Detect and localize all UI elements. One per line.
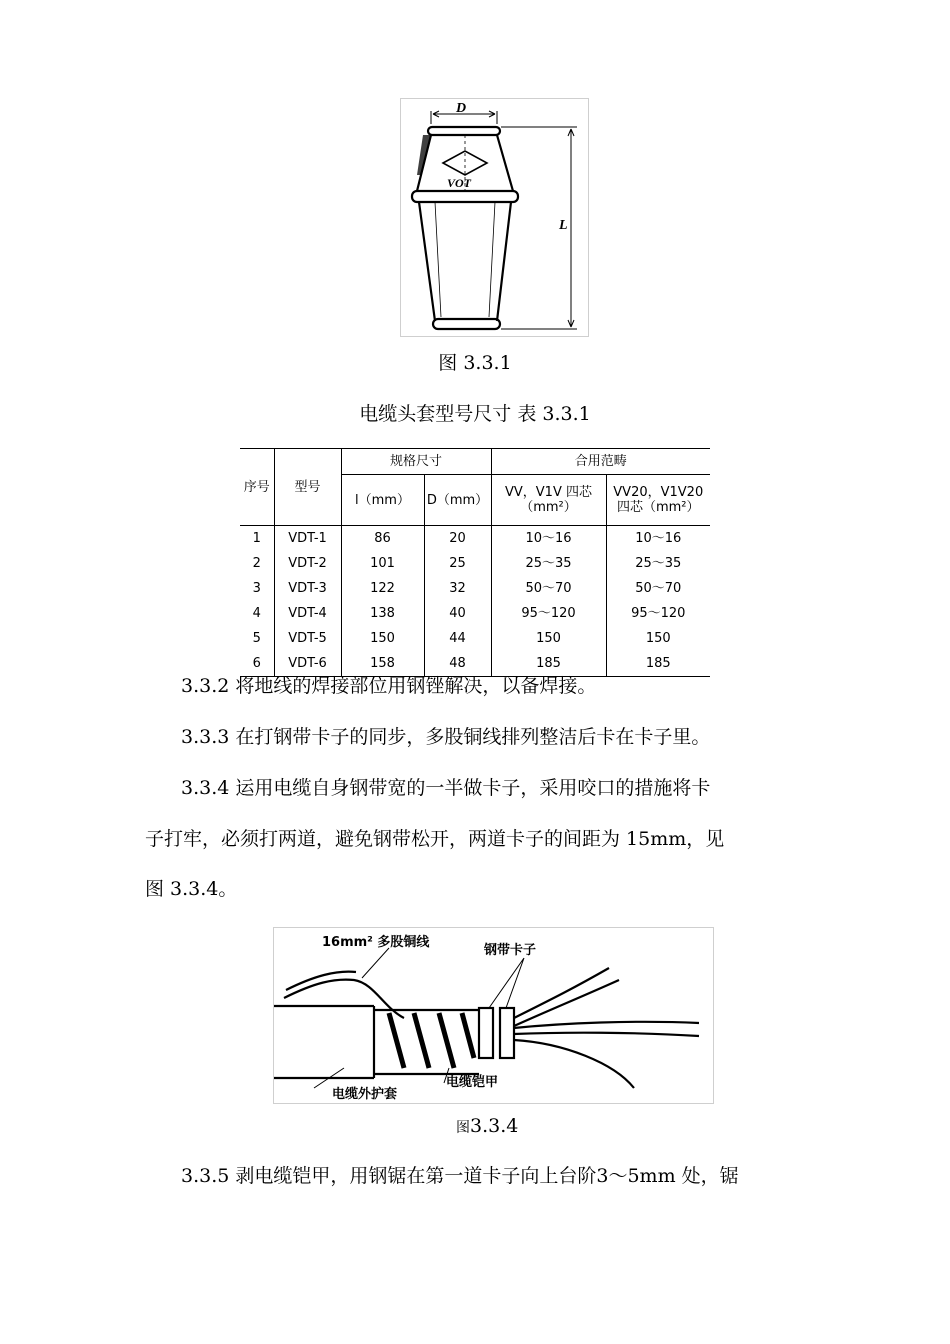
paragraph-3-3-4-line2: 子打牢，必须打两道，避免钢带松开，两道卡子的间距为 15mm，见 bbox=[145, 828, 725, 850]
table-row bbox=[240, 651, 710, 677]
spec-table bbox=[240, 448, 710, 677]
table-row bbox=[240, 576, 710, 601]
brand-label: VOT bbox=[447, 176, 471, 190]
table-cell: VDT-1 bbox=[274, 526, 341, 552]
clamp-label: 钢带卡子 bbox=[484, 943, 537, 958]
table-cell: 101 bbox=[341, 551, 424, 576]
table-cell: 150 bbox=[341, 626, 424, 651]
table-cell: 10～16 bbox=[606, 526, 710, 552]
table-cell: 95～120 bbox=[491, 601, 606, 626]
header-model: 型号 bbox=[274, 449, 341, 526]
table-cell: 40 bbox=[424, 601, 491, 626]
table-cell: 25～35 bbox=[491, 551, 606, 576]
table-cell: 2 bbox=[252, 556, 261, 571]
table-cell: 32 bbox=[424, 576, 491, 601]
table-cell: 50～70 bbox=[606, 576, 710, 601]
header-vv: VV，V1V 四芯（mm²） bbox=[491, 475, 606, 526]
table-cell: 48 bbox=[424, 651, 491, 677]
table-title: 电缆头套型号尺寸 表 3.3.1 bbox=[359, 403, 591, 425]
table-row bbox=[240, 601, 710, 626]
table-cell: 44 bbox=[424, 626, 491, 651]
header-d: D（mm） bbox=[424, 475, 491, 526]
table-cell: VDT-4 bbox=[274, 601, 341, 626]
header-serial: 序号 bbox=[240, 449, 274, 526]
table-cell: 150 bbox=[491, 626, 606, 651]
wire-label: 16mm² 多股铜线 bbox=[322, 935, 430, 950]
table-cell: VDT-6 bbox=[274, 651, 341, 677]
clamp-drawing bbox=[274, 928, 713, 1103]
header-spec: 规格尺寸 bbox=[341, 449, 491, 475]
table-cell: 138 bbox=[341, 601, 424, 626]
table-cell: 122 bbox=[341, 576, 424, 601]
armor-label: 电缆铠甲 bbox=[446, 1075, 499, 1090]
paragraph-3-3-4-line3: 图 3.3.4。 bbox=[145, 878, 238, 900]
table-cell: VDT-5 bbox=[274, 626, 341, 651]
table-cell: 25 bbox=[424, 551, 491, 576]
table-cell: 6 bbox=[240, 651, 274, 677]
table-cell: 86 bbox=[341, 526, 424, 552]
table-row bbox=[240, 526, 710, 552]
table-cell: 158 bbox=[341, 651, 424, 677]
table-row bbox=[240, 626, 710, 651]
dimension-d-label: D bbox=[456, 101, 467, 116]
table-cell: 185 bbox=[606, 651, 710, 677]
table-cell: 10～16 bbox=[491, 526, 606, 552]
paragraph-3-3-3: 3.3.3 在打钢带卡子的同步，多股铜线排列整洁后卡在卡子里。 bbox=[181, 726, 711, 748]
paragraph-3-3-4-line1: 3.3.4 运用电缆自身钢带宽的一半做卡子，采用咬口的措施将卡 bbox=[181, 777, 711, 799]
table-cell: 185 bbox=[491, 651, 606, 677]
table-cell: VDT-2 bbox=[274, 551, 341, 576]
table-cell: 1 bbox=[252, 531, 261, 546]
table-cell: 95～120 bbox=[606, 601, 710, 626]
table-cell: 25～35 bbox=[606, 551, 710, 576]
header-range: 合用范畴 bbox=[491, 449, 710, 475]
table-cell: 50～70 bbox=[491, 576, 606, 601]
table-cell: 5 bbox=[252, 631, 261, 646]
dimension-l-label: L bbox=[559, 218, 568, 233]
sleeve-drawing bbox=[401, 99, 588, 336]
table-cell: 3 bbox=[252, 581, 261, 596]
header-vv20: VV20，V1V20 四芯（mm²） bbox=[606, 475, 710, 526]
figure2-caption bbox=[456, 1115, 518, 1137]
figure2-caption-prefix: 图 bbox=[456, 1120, 470, 1136]
table-row bbox=[240, 551, 710, 576]
figure-cable-clamp bbox=[273, 927, 714, 1104]
header-l: l（mm） bbox=[341, 475, 424, 526]
paragraph-3-3-2: 3.3.2 将地线的焊接部位用钢锉解决，以备焊接。 bbox=[181, 675, 597, 697]
paragraph-3-3-5: 3.3.5 剥电缆铠甲，用钢锯在第一道卡子向上台阶3～5mm 处，锯 bbox=[181, 1165, 739, 1187]
figure-cable-head-sleeve bbox=[400, 98, 589, 337]
figure2-caption-number: 3.3.4 bbox=[470, 1115, 519, 1137]
table-cell: VDT-3 bbox=[274, 576, 341, 601]
table-cell: 20 bbox=[424, 526, 491, 552]
table-cell: 150 bbox=[606, 626, 710, 651]
sheath-label: 电缆外护套 bbox=[332, 1087, 398, 1102]
figure1-caption: 图 3.3.1 bbox=[438, 352, 512, 374]
table-cell: 4 bbox=[252, 606, 261, 621]
